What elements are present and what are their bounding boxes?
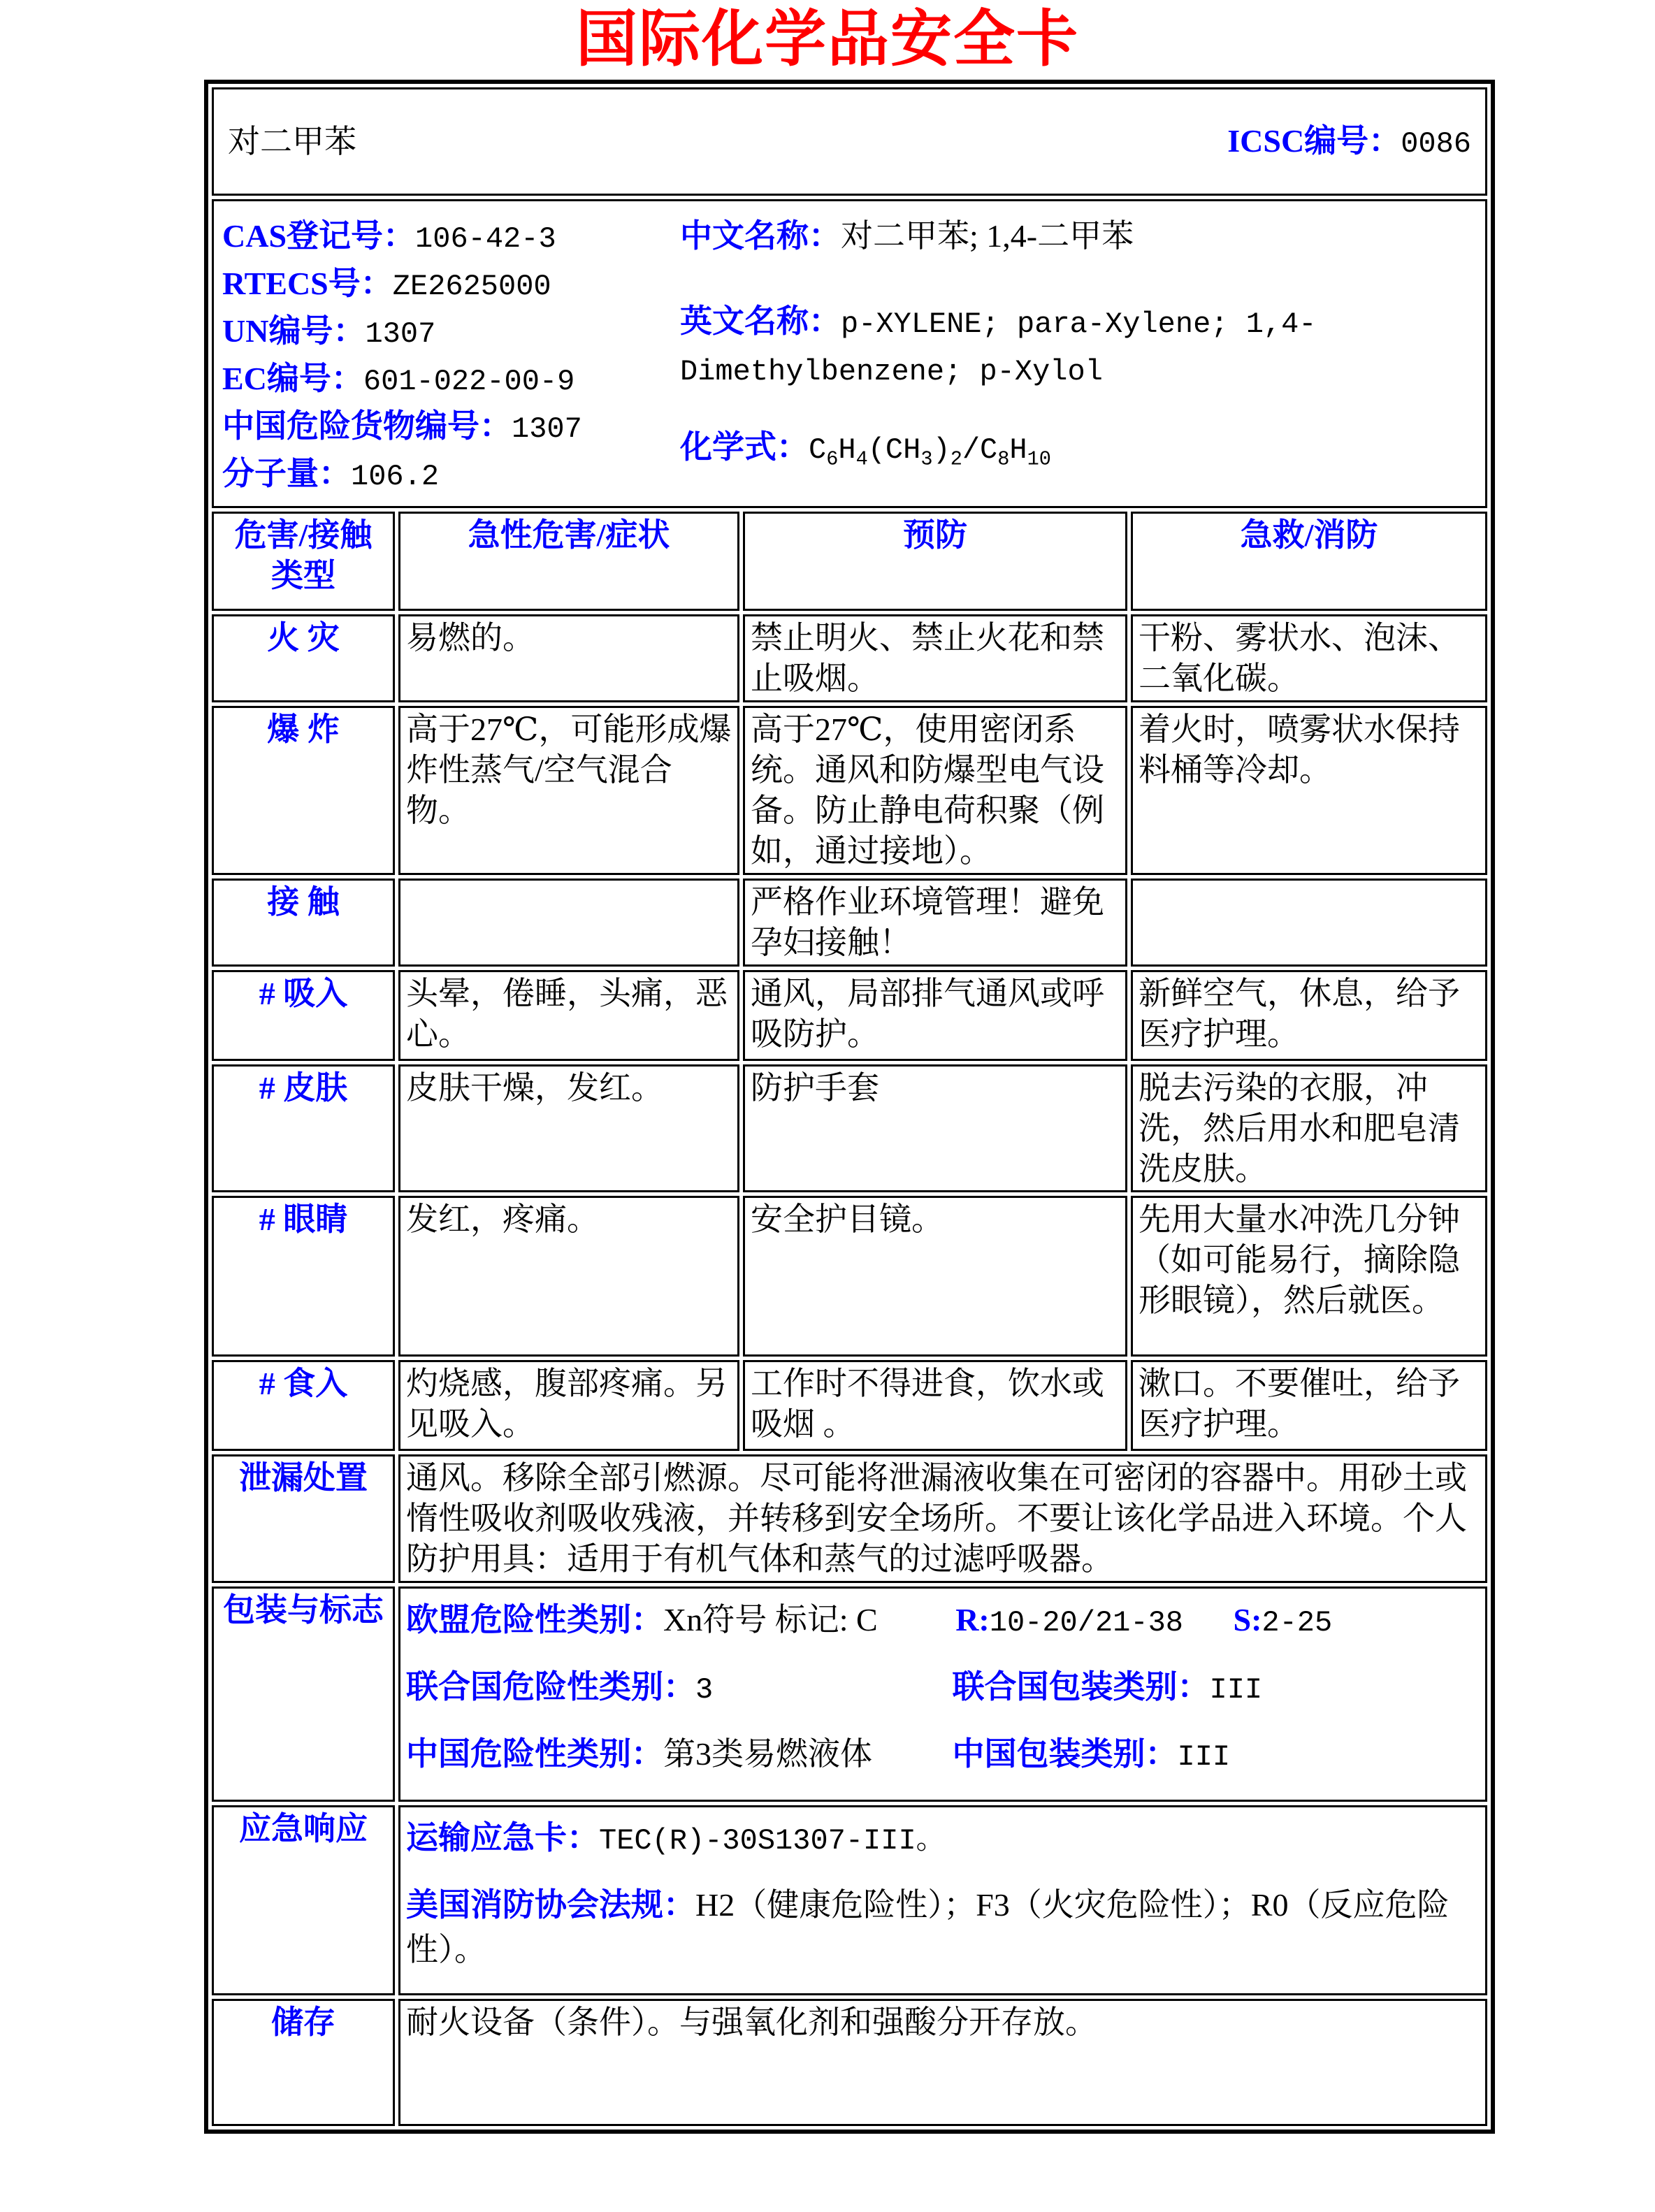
english-name-row bbox=[680, 299, 1477, 394]
r-phrase-group: R:10-20/21-38 bbox=[955, 1602, 1183, 1640]
s-phrase-group: S:2-25 bbox=[1233, 1602, 1333, 1640]
hazard-type-skin: # 皮肤 bbox=[212, 1064, 395, 1193]
ingestion-symptoms: 灼烧感，腹部疼痛。另见吸入。 bbox=[398, 1360, 739, 1451]
hazard-row-eyes bbox=[212, 1196, 1487, 1357]
fire-prevention: 禁止明火、禁止火花和禁止吸烟。 bbox=[743, 614, 1127, 702]
hazard-row-exposure bbox=[212, 879, 1487, 967]
eyes-firstaid: 先用大量水冲洗几分钟（如可能易行，摘除隐形眼镜），然后就医。 bbox=[1131, 1196, 1487, 1357]
packaging-cn-line bbox=[406, 1731, 1480, 1780]
explosion-prevention: 高于27℃，使用密闭系统。通风和防爆型电气设备。防止静电荷积聚（例如，通过接地）。 bbox=[743, 706, 1127, 875]
safety-card-table bbox=[204, 80, 1495, 2134]
hazard-type-inhalation: # 吸入 bbox=[212, 970, 395, 1061]
icsc-number: 0086 bbox=[1401, 126, 1472, 161]
identification-row bbox=[212, 199, 1487, 508]
chinese-name-value: 对二甲苯; 1,4-二甲苯 bbox=[841, 218, 1134, 254]
packaging-label: 包装与标志 bbox=[212, 1586, 395, 1802]
id-cn-dangerous-goods: 中国危险货物编号：1307 bbox=[222, 408, 582, 446]
skin-symptoms: 皮肤干燥，发红。 bbox=[398, 1064, 739, 1193]
hazard-type-eyes: # 眼睛 bbox=[212, 1196, 395, 1357]
col-header-prevention: 预防 bbox=[743, 512, 1127, 611]
emergency-label: 应急响应 bbox=[212, 1805, 395, 1995]
nfpa-value: H2（健康危险性）；F3（火灾危险性）；R0（反应危险性）。 bbox=[406, 1887, 1450, 1968]
fire-symptoms: 易燃的。 bbox=[398, 614, 739, 702]
formula-value: $C_6H_4(CH_3)_2/C_8H_{10}$ bbox=[809, 433, 1051, 471]
spill-text-cell bbox=[398, 1454, 1487, 1583]
id-molweight: 分子量：106.2 bbox=[222, 456, 440, 493]
inhalation-symptoms: 头晕，倦睡，头痛，恶心。 bbox=[398, 970, 739, 1061]
col-header-symptoms: 急性危害/症状 bbox=[398, 512, 739, 611]
english-name-label: 英文名称： bbox=[680, 303, 841, 339]
exposure-symptoms bbox=[398, 879, 739, 967]
inhalation-prevention: 通风，局部排气通风或呼吸防护。 bbox=[743, 970, 1127, 1061]
header-band-row bbox=[212, 87, 1487, 196]
nfpa-label: 美国消防协会法规： bbox=[406, 1887, 695, 1923]
emergency-row bbox=[212, 1805, 1487, 1995]
col-header-firstaid: 急救/消防 bbox=[1131, 512, 1487, 611]
hazard-header-row bbox=[212, 512, 1487, 611]
id-ec: EC编号：601-022-00-9 bbox=[222, 361, 575, 398]
cn-class-group: 中国危险性类别：第3类易燃液体 bbox=[406, 1736, 872, 1772]
id-cas: CAS登记号：106-42-3 bbox=[222, 218, 556, 256]
storage-row bbox=[212, 1999, 1487, 2126]
eu-class-value: Xn符号 标记: C bbox=[663, 1602, 878, 1638]
card-title: 国际化学品安全卡 bbox=[575, 6, 1079, 74]
ingestion-prevention: 工作时不得进食，饮水或吸烟 。 bbox=[743, 1360, 1127, 1451]
id-un: UN编号：1307 bbox=[222, 313, 436, 351]
packaging-un-line bbox=[406, 1664, 1480, 1713]
identification-cell bbox=[212, 199, 1487, 508]
tec-label: 运输应急卡： bbox=[406, 1820, 599, 1856]
hazard-row-skin bbox=[212, 1064, 1487, 1193]
inhalation-firstaid: 新鲜空气，休息，给予医疗护理。 bbox=[1131, 970, 1487, 1061]
packaging-row bbox=[212, 1586, 1487, 1802]
hazard-type-explosion: 爆 炸 bbox=[212, 706, 395, 875]
tec-value: TEC(R)-30S1307-III。 bbox=[599, 1824, 946, 1858]
nfpa-line bbox=[406, 1883, 1480, 1972]
skin-prevention: 防护手套 bbox=[743, 1064, 1127, 1193]
fire-firstaid: 干粉、雾状水、泡沫、二氧化碳。 bbox=[1131, 614, 1487, 702]
skin-firstaid: 脱去污染的衣服，冲洗，然后用水和肥皂清洗皮肤。 bbox=[1131, 1064, 1487, 1193]
cn-pack-group: 中国包装类别：III bbox=[952, 1736, 1231, 1774]
spill-row bbox=[212, 1454, 1487, 1583]
col-header-hazard-type: 危害/接触类型 bbox=[212, 512, 395, 611]
hazard-row-explosion bbox=[212, 706, 1487, 875]
formula-label: 化学式： bbox=[680, 429, 809, 465]
eu-class-label: 欧盟危险性类别： bbox=[406, 1602, 663, 1638]
icsc-label: ICSC编号： bbox=[1227, 122, 1401, 159]
exposure-prevention: 严格作业环境管理！避免孕妇接触！ bbox=[743, 879, 1127, 967]
hazard-row-inhalation bbox=[212, 970, 1487, 1061]
hazard-row-fire bbox=[212, 614, 1487, 702]
icsc-number-group bbox=[1227, 121, 1471, 163]
formula-row bbox=[680, 425, 1477, 472]
eyes-symptoms: 发红，疼痛。 bbox=[398, 1196, 739, 1357]
exposure-firstaid bbox=[1131, 879, 1487, 967]
hazard-type-fire: 火 灾 bbox=[212, 614, 395, 702]
id-rtecs: RTECS号：ZE2625000 bbox=[222, 266, 551, 303]
identification-names bbox=[680, 214, 1477, 499]
un-pack-group: 联合国包装类别：III bbox=[952, 1669, 1263, 1707]
ingestion-firstaid: 漱口。不要催吐，给予医疗护理。 bbox=[1131, 1360, 1487, 1451]
storage-text: 耐火设备（条件）。与强氧化剂和强酸分开存放。 bbox=[406, 2004, 1097, 2041]
hazard-type-ingestion: # 食入 bbox=[212, 1360, 395, 1451]
packaging-cell bbox=[398, 1586, 1487, 1802]
explosion-symptoms: 高于27℃，可能形成爆炸性蒸气/空气混合物。 bbox=[398, 706, 739, 875]
chinese-name-label: 中文名称： bbox=[680, 218, 841, 254]
storage-label: 储存 bbox=[212, 1999, 395, 2126]
english-name-value: p-XYLENE; para-Xylene; 1,4-Dimethylbenzene; p-Xylol bbox=[680, 308, 1317, 389]
eyes-prevention: 安全护目镜。 bbox=[743, 1196, 1127, 1357]
substance-name: 对二甲苯 bbox=[228, 123, 356, 159]
header-band-cell bbox=[212, 87, 1487, 196]
storage-cell bbox=[398, 1999, 1487, 2126]
packaging-eu-line bbox=[406, 1597, 1480, 1646]
spill-text: 通风。移除全部引燃源。尽可能将泄漏液收集在可密闭的容器中。用砂土或惰性吸收剂吸收残液，并转移到安全场所。不要让该化学品进入环境。个人防护用具：适用于有机气体和蒸气的过滤呼吸器。 bbox=[406, 1460, 1467, 1577]
hazard-type-exposure: 接 触 bbox=[212, 879, 395, 967]
identification-ids bbox=[222, 214, 680, 499]
tec-line bbox=[406, 1816, 1480, 1863]
chinese-name-row bbox=[680, 214, 1477, 259]
explosion-firstaid: 着火时，喷雾状水保持料桶等冷却。 bbox=[1131, 706, 1487, 875]
un-class-group: 联合国危险性类别：3 bbox=[406, 1669, 714, 1707]
emergency-cell bbox=[398, 1805, 1487, 1995]
hazard-row-ingestion bbox=[212, 1360, 1487, 1451]
page bbox=[0, 6, 1655, 2212]
spill-label: 泄漏处置 bbox=[212, 1454, 395, 1583]
